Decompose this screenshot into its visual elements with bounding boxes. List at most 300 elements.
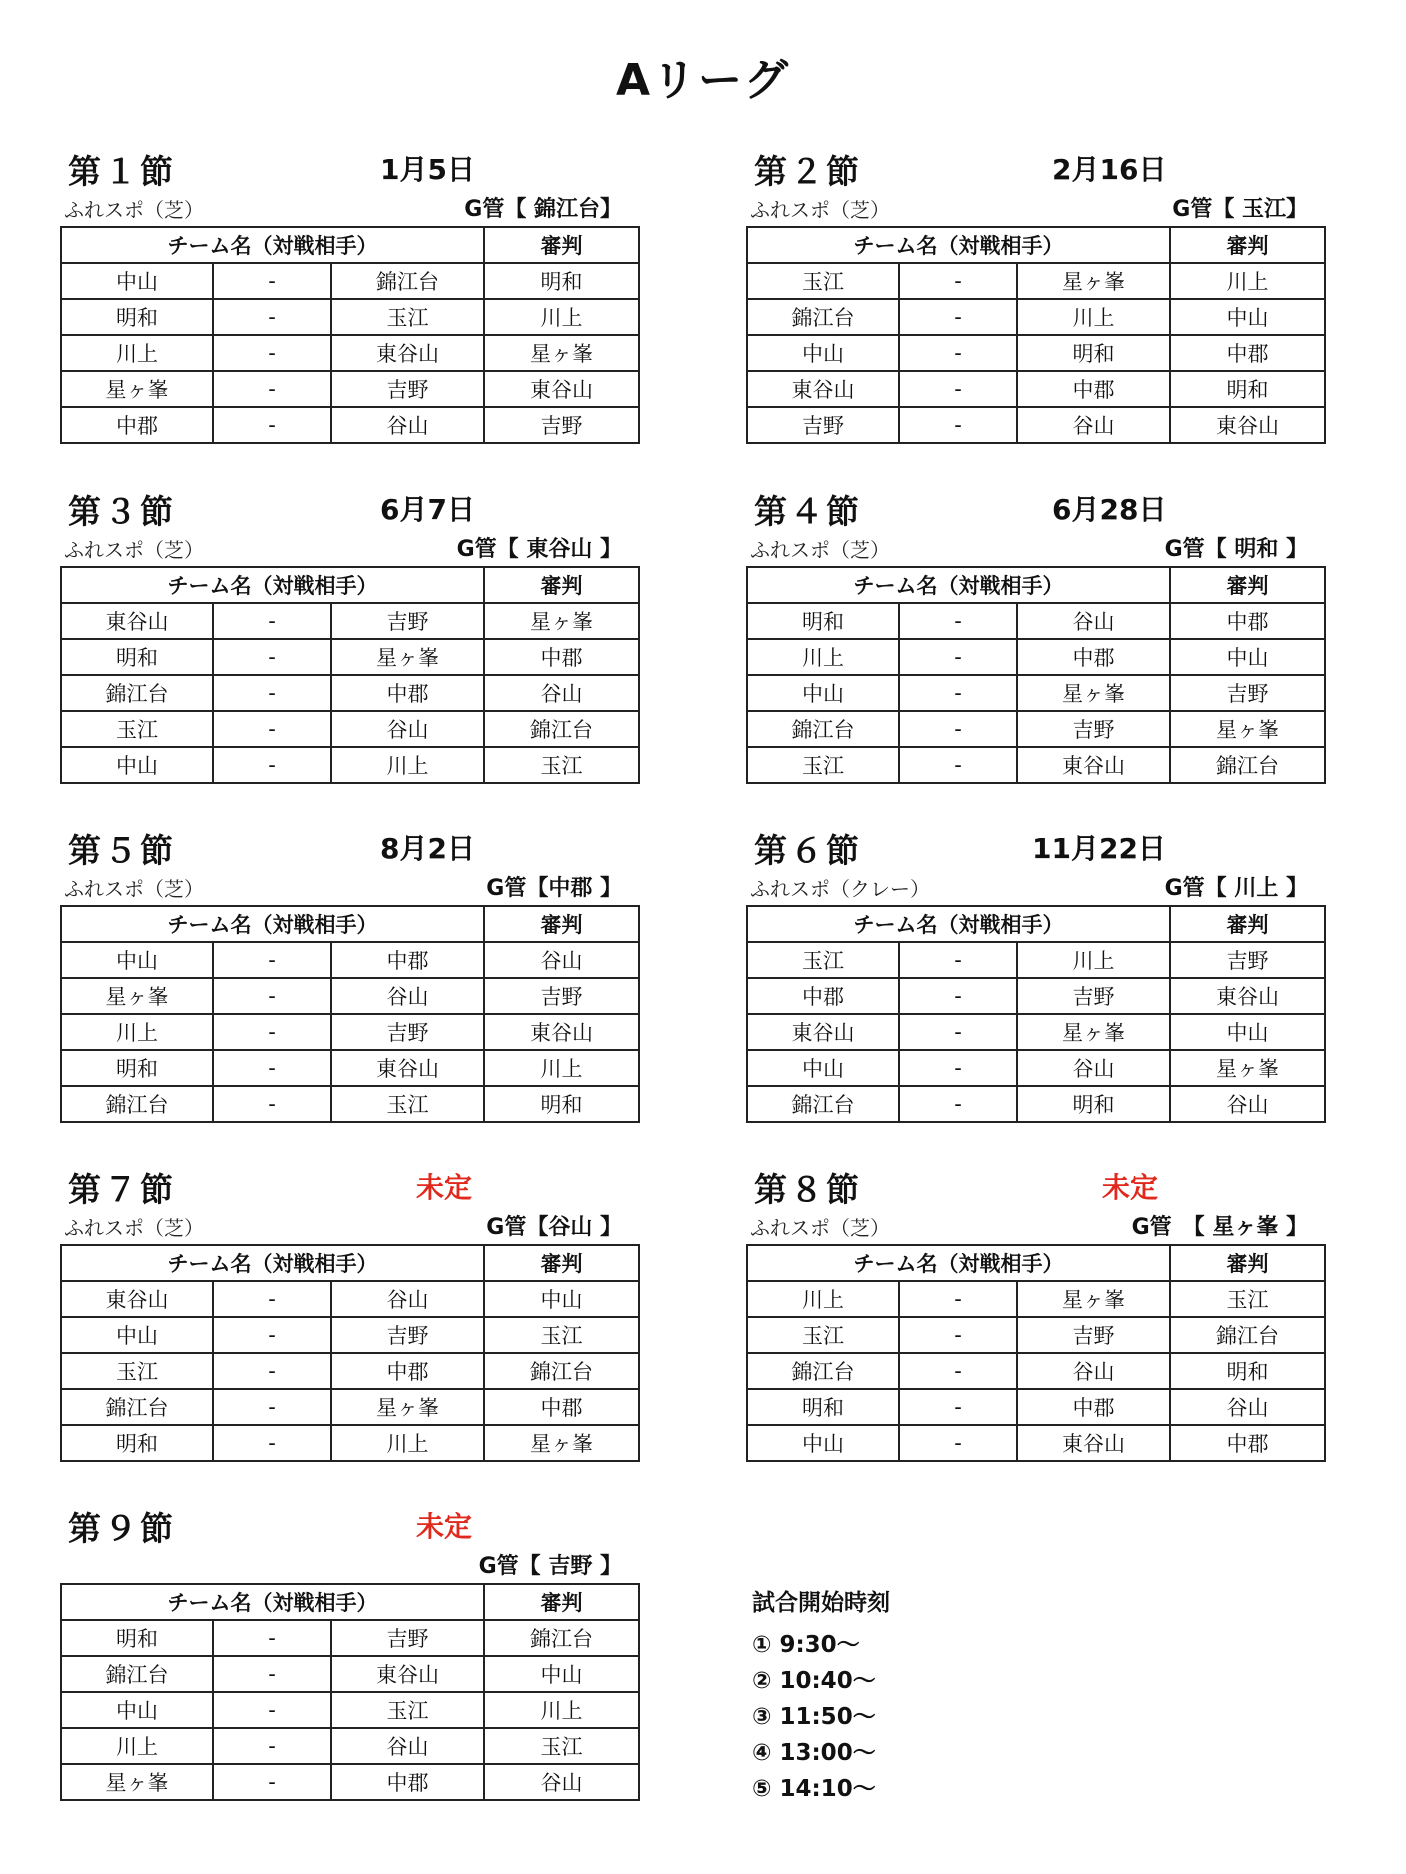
referee-team: 中山 <box>1170 1014 1325 1050</box>
header-team: チーム名（対戦相手） <box>747 227 1170 263</box>
versus-dash: - <box>213 1281 331 1317</box>
section-5 <box>60 825 640 1155</box>
referee-team: 玉江 <box>484 747 639 783</box>
referee-team: 吉野 <box>1170 675 1325 711</box>
home-team: 錦江台 <box>747 299 899 335</box>
referee-team: 星ヶ峯 <box>1170 711 1325 747</box>
ground-manager: G管【谷山 】 <box>486 1215 622 1240</box>
ground-manager: G管 【 星ヶ峯 】 <box>1131 1215 1308 1240</box>
venue: ふれスポ（芝） <box>64 1216 204 1240</box>
section-label: 第９節 <box>68 1509 176 1548</box>
section-label: 第５節 <box>68 831 176 870</box>
away-team: 東谷山 <box>331 335 484 371</box>
referee-team: 中山 <box>484 1281 639 1317</box>
away-team: 東谷山 <box>1017 747 1170 783</box>
header-referee: 審判 <box>1170 567 1325 603</box>
header-team: チーム名（対戦相手） <box>61 906 484 942</box>
referee-team: 川上 <box>484 299 639 335</box>
away-team: 星ヶ峯 <box>331 1389 484 1425</box>
start-time-item: ③ 11:50～ <box>752 1704 876 1730</box>
referee-team: 中山 <box>1170 639 1325 675</box>
schedule-table <box>60 1583 640 1801</box>
home-team: 中山 <box>747 1050 899 1086</box>
away-team: 谷山 <box>1017 1353 1170 1389</box>
table-row <box>747 299 1325 335</box>
table-header-row <box>61 227 639 263</box>
away-team: 東谷山 <box>331 1656 484 1692</box>
referee-team: 谷山 <box>1170 1389 1325 1425</box>
away-team: 中郡 <box>331 942 484 978</box>
section-4 <box>746 486 1326 816</box>
referee-team: 玉江 <box>1170 1281 1325 1317</box>
table-row <box>747 978 1325 1014</box>
home-team: 東谷山 <box>61 603 213 639</box>
versus-dash: - <box>899 335 1017 371</box>
start-time-item: ④ 13:00～ <box>752 1740 876 1766</box>
section-1 <box>60 146 640 476</box>
versus-dash: - <box>213 335 331 371</box>
home-team: 中郡 <box>747 978 899 1014</box>
versus-dash: - <box>899 603 1017 639</box>
schedule-table <box>746 566 1326 784</box>
versus-dash: - <box>213 371 331 407</box>
home-team: 中山 <box>747 335 899 371</box>
ground-manager: G管【中郡 】 <box>486 876 622 901</box>
versus-dash: - <box>899 711 1017 747</box>
table-row <box>61 1014 639 1050</box>
referee-team: 星ヶ峯 <box>484 603 639 639</box>
table-row <box>61 1728 639 1764</box>
versus-dash: - <box>213 1086 331 1122</box>
venue: ふれスポ（クレー） <box>750 877 930 901</box>
header-referee: 審判 <box>484 1245 639 1281</box>
start-time-item: ② 10:40～ <box>752 1668 876 1694</box>
table-header-row <box>747 567 1325 603</box>
table-row <box>747 942 1325 978</box>
section-date: 未定 <box>416 1510 473 1543</box>
table-header-row <box>61 567 639 603</box>
away-team: 谷山 <box>331 711 484 747</box>
table-header-row <box>747 906 1325 942</box>
referee-team: 谷山 <box>1170 1086 1325 1122</box>
table-row <box>61 299 639 335</box>
referee-team: 中山 <box>1170 299 1325 335</box>
section-label: 第３節 <box>68 492 176 531</box>
home-team: 星ヶ峯 <box>61 978 213 1014</box>
table-header-row <box>747 227 1325 263</box>
home-team: 錦江台 <box>61 1656 213 1692</box>
home-team: 中郡 <box>61 407 213 443</box>
versus-dash: - <box>899 747 1017 783</box>
table-row <box>61 407 639 443</box>
section-6 <box>746 825 1326 1155</box>
home-team: 玉江 <box>747 263 899 299</box>
referee-team: 中郡 <box>1170 603 1325 639</box>
table-row <box>61 942 639 978</box>
ground-manager: G管【 玉江】 <box>1172 197 1308 222</box>
referee-team: 東谷山 <box>484 371 639 407</box>
home-team: 吉野 <box>747 407 899 443</box>
versus-dash: - <box>213 978 331 1014</box>
schedule-table <box>60 905 640 1123</box>
referee-team: 中郡 <box>1170 1425 1325 1461</box>
away-team: 川上 <box>331 747 484 783</box>
table-row <box>747 747 1325 783</box>
referee-team: 川上 <box>484 1692 639 1728</box>
versus-dash: - <box>213 1014 331 1050</box>
start-time-item: ① 9:30～ <box>752 1632 860 1658</box>
referee-team: 明和 <box>1170 1353 1325 1389</box>
versus-dash: - <box>213 1317 331 1353</box>
home-team: 錦江台 <box>747 1353 899 1389</box>
home-team: 東谷山 <box>747 1014 899 1050</box>
header-referee: 審判 <box>1170 227 1325 263</box>
referee-team: 東谷山 <box>1170 407 1325 443</box>
versus-dash: - <box>213 1353 331 1389</box>
away-team: 川上 <box>1017 942 1170 978</box>
away-team: 吉野 <box>331 1317 484 1353</box>
home-team: 川上 <box>747 639 899 675</box>
header-referee: 審判 <box>484 906 639 942</box>
versus-dash: - <box>899 299 1017 335</box>
schedule-table <box>746 226 1326 444</box>
versus-dash: - <box>899 639 1017 675</box>
referee-team: 玉江 <box>484 1317 639 1353</box>
away-team: 東谷山 <box>1017 1425 1170 1461</box>
referee-team: 錦江台 <box>484 711 639 747</box>
referee-team: 谷山 <box>484 1764 639 1800</box>
home-team: 中山 <box>61 747 213 783</box>
away-team: 谷山 <box>1017 1050 1170 1086</box>
table-header-row <box>61 1584 639 1620</box>
section-3 <box>60 486 640 816</box>
table-row <box>747 1389 1325 1425</box>
versus-dash: - <box>213 942 331 978</box>
start-times <box>752 1584 890 1807</box>
referee-team: 明和 <box>484 1086 639 1122</box>
home-team: 川上 <box>61 335 213 371</box>
away-team: 東谷山 <box>331 1050 484 1086</box>
table-row <box>747 603 1325 639</box>
table-row <box>61 263 639 299</box>
away-team: 中郡 <box>1017 639 1170 675</box>
versus-dash: - <box>899 942 1017 978</box>
home-team: 中山 <box>61 1317 213 1353</box>
away-team: 中郡 <box>331 1764 484 1800</box>
away-team: 谷山 <box>1017 407 1170 443</box>
table-row <box>747 1425 1325 1461</box>
away-team: 川上 <box>1017 299 1170 335</box>
home-team: 東谷山 <box>747 371 899 407</box>
header-team: チーム名（対戦相手） <box>61 1584 484 1620</box>
home-team: 中山 <box>747 1425 899 1461</box>
versus-dash: - <box>213 299 331 335</box>
versus-dash: - <box>899 1014 1017 1050</box>
section-label: 第７節 <box>68 1170 176 1209</box>
referee-team: 明和 <box>484 263 639 299</box>
table-row <box>61 1620 639 1656</box>
away-team: 吉野 <box>331 371 484 407</box>
referee-team: 錦江台 <box>484 1353 639 1389</box>
header-referee: 審判 <box>484 227 639 263</box>
versus-dash: - <box>899 407 1017 443</box>
referee-team: 吉野 <box>1170 942 1325 978</box>
section-label: 第６節 <box>754 831 862 870</box>
referee-team: 星ヶ峯 <box>484 335 639 371</box>
referee-team: 中郡 <box>1170 335 1325 371</box>
table-header-row <box>61 1245 639 1281</box>
header-team: チーム名（対戦相手） <box>747 1245 1170 1281</box>
table-row <box>61 1317 639 1353</box>
section-7 <box>60 1164 640 1494</box>
table-row <box>61 371 639 407</box>
table-row <box>61 1050 639 1086</box>
table-row <box>747 711 1325 747</box>
table-row <box>61 1281 639 1317</box>
table-row <box>747 371 1325 407</box>
versus-dash: - <box>213 1692 331 1728</box>
venue: ふれスポ（芝） <box>64 877 204 901</box>
away-team: 谷山 <box>331 1728 484 1764</box>
versus-dash: - <box>213 1728 331 1764</box>
away-team: 吉野 <box>1017 1317 1170 1353</box>
home-team: 中山 <box>61 942 213 978</box>
table-row <box>747 675 1325 711</box>
ground-manager: G管【 錦江台】 <box>464 197 622 222</box>
away-team: 吉野 <box>1017 711 1170 747</box>
referee-team: 吉野 <box>484 407 639 443</box>
table-row <box>61 1389 639 1425</box>
header-referee: 審判 <box>1170 906 1325 942</box>
table-row <box>61 711 639 747</box>
away-team: 谷山 <box>331 978 484 1014</box>
table-row <box>747 1281 1325 1317</box>
section-9 <box>60 1503 640 1833</box>
table-row <box>61 335 639 371</box>
table-row <box>61 1353 639 1389</box>
home-team: 中山 <box>61 263 213 299</box>
header-team: チーム名（対戦相手） <box>747 906 1170 942</box>
schedule-table <box>60 566 640 784</box>
section-2 <box>746 146 1326 476</box>
versus-dash: - <box>213 1389 331 1425</box>
table-row <box>747 407 1325 443</box>
ground-manager: G管【 明和 】 <box>1164 537 1308 562</box>
away-team: 玉江 <box>331 299 484 335</box>
home-team: 明和 <box>61 299 213 335</box>
header-referee: 審判 <box>484 567 639 603</box>
venue: ふれスポ（芝） <box>64 198 204 222</box>
schedule-table <box>746 905 1326 1123</box>
versus-dash: - <box>213 407 331 443</box>
section-date: 6月7日 <box>380 493 475 526</box>
home-team: 玉江 <box>747 1317 899 1353</box>
referee-team: 中郡 <box>484 639 639 675</box>
home-team: 錦江台 <box>747 711 899 747</box>
away-team: 中郡 <box>331 675 484 711</box>
home-team: 明和 <box>61 1050 213 1086</box>
table-header-row <box>747 1245 1325 1281</box>
ground-manager: G管【 川上 】 <box>1164 876 1308 901</box>
away-team: 吉野 <box>331 1014 484 1050</box>
away-team: 吉野 <box>331 603 484 639</box>
home-team: 玉江 <box>747 747 899 783</box>
versus-dash: - <box>899 978 1017 1014</box>
away-team: 錦江台 <box>331 263 484 299</box>
page-title: Aリーグ <box>615 55 791 106</box>
referee-team: 星ヶ峯 <box>1170 1050 1325 1086</box>
home-team: 錦江台 <box>61 675 213 711</box>
referee-team: 川上 <box>484 1050 639 1086</box>
home-team: 明和 <box>747 1389 899 1425</box>
home-team: 星ヶ峯 <box>61 371 213 407</box>
table-row <box>747 639 1325 675</box>
home-team: 川上 <box>61 1014 213 1050</box>
home-team: 錦江台 <box>747 1086 899 1122</box>
section-label: 第２節 <box>754 152 862 191</box>
versus-dash: - <box>213 639 331 675</box>
versus-dash: - <box>213 1050 331 1086</box>
home-team: 錦江台 <box>61 1086 213 1122</box>
versus-dash: - <box>213 1764 331 1800</box>
table-row <box>747 335 1325 371</box>
away-team: 星ヶ峯 <box>1017 675 1170 711</box>
versus-dash: - <box>899 1425 1017 1461</box>
table-row <box>747 1317 1325 1353</box>
home-team: 明和 <box>61 1620 213 1656</box>
section-date: 1月5日 <box>380 153 475 186</box>
versus-dash: - <box>213 1620 331 1656</box>
away-team: 中郡 <box>331 1353 484 1389</box>
versus-dash: - <box>213 603 331 639</box>
start-time-item: ⑤ 14:10～ <box>752 1776 876 1802</box>
table-row <box>747 263 1325 299</box>
referee-team: 川上 <box>1170 263 1325 299</box>
section-label: 第４節 <box>754 492 862 531</box>
header-team: チーム名（対戦相手） <box>747 567 1170 603</box>
table-row <box>747 1353 1325 1389</box>
section-label: 第１節 <box>68 152 176 191</box>
versus-dash: - <box>899 263 1017 299</box>
table-row <box>61 1086 639 1122</box>
referee-team: 中山 <box>484 1656 639 1692</box>
header-referee: 審判 <box>484 1584 639 1620</box>
away-team: 明和 <box>1017 1086 1170 1122</box>
table-row <box>61 1692 639 1728</box>
section-date: 2月16日 <box>1052 153 1167 186</box>
referee-team: 東谷山 <box>484 1014 639 1050</box>
table-row <box>61 1425 639 1461</box>
versus-dash: - <box>213 747 331 783</box>
table-row <box>61 978 639 1014</box>
referee-team: 吉野 <box>484 978 639 1014</box>
home-team: 明和 <box>61 1425 213 1461</box>
referee-team: 玉江 <box>484 1728 639 1764</box>
versus-dash: - <box>899 1389 1017 1425</box>
away-team: 中郡 <box>1017 1389 1170 1425</box>
versus-dash: - <box>899 371 1017 407</box>
section-date: 6月28日 <box>1052 493 1167 526</box>
venue: ふれスポ（芝） <box>750 198 890 222</box>
home-team: 明和 <box>61 639 213 675</box>
section-label: 第８節 <box>754 1170 862 1209</box>
home-team: 錦江台 <box>61 1389 213 1425</box>
schedule-table <box>746 1244 1326 1462</box>
ground-manager: G管【 吉野 】 <box>478 1554 622 1579</box>
schedule-table <box>60 226 640 444</box>
section-date: 未定 <box>416 1171 473 1204</box>
section-8 <box>746 1164 1326 1494</box>
referee-team: 中郡 <box>484 1389 639 1425</box>
referee-team: 星ヶ峯 <box>484 1425 639 1461</box>
home-team: 東谷山 <box>61 1281 213 1317</box>
table-row <box>61 1764 639 1800</box>
home-team: 中山 <box>61 1692 213 1728</box>
away-team: 谷山 <box>331 407 484 443</box>
away-team: 谷山 <box>331 1281 484 1317</box>
header-team: チーム名（対戦相手） <box>61 567 484 603</box>
away-team: 星ヶ峯 <box>1017 263 1170 299</box>
away-team: 川上 <box>331 1425 484 1461</box>
away-team: 星ヶ峯 <box>331 639 484 675</box>
versus-dash: - <box>213 263 331 299</box>
table-row <box>61 1656 639 1692</box>
table-row <box>61 675 639 711</box>
table-row <box>747 1050 1325 1086</box>
referee-team: 東谷山 <box>1170 978 1325 1014</box>
section-date: 8月2日 <box>380 832 475 865</box>
home-team: 川上 <box>747 1281 899 1317</box>
home-team: 明和 <box>747 603 899 639</box>
away-team: 谷山 <box>1017 603 1170 639</box>
away-team: 星ヶ峯 <box>1017 1014 1170 1050</box>
section-date: 未定 <box>1102 1171 1159 1204</box>
venue: ふれスポ（芝） <box>64 538 204 562</box>
home-team: 玉江 <box>747 942 899 978</box>
table-row <box>747 1086 1325 1122</box>
start-times-title: 試合開始時刻 <box>752 1590 890 1616</box>
referee-team: 明和 <box>1170 371 1325 407</box>
table-row <box>61 639 639 675</box>
versus-dash: - <box>213 1656 331 1692</box>
away-team: 中郡 <box>1017 371 1170 407</box>
header-referee: 審判 <box>1170 1245 1325 1281</box>
versus-dash: - <box>899 1281 1017 1317</box>
versus-dash: - <box>899 1050 1017 1086</box>
home-team: 中山 <box>747 675 899 711</box>
ground-manager: G管【 東谷山 】 <box>456 537 622 562</box>
away-team: 玉江 <box>331 1086 484 1122</box>
away-team: 吉野 <box>331 1620 484 1656</box>
versus-dash: - <box>899 1317 1017 1353</box>
away-team: 明和 <box>1017 335 1170 371</box>
home-team: 玉江 <box>61 711 213 747</box>
table-row <box>61 747 639 783</box>
venue: ふれスポ（芝） <box>750 538 890 562</box>
referee-team: 錦江台 <box>484 1620 639 1656</box>
versus-dash: - <box>899 675 1017 711</box>
versus-dash: - <box>213 675 331 711</box>
away-team: 玉江 <box>331 1692 484 1728</box>
versus-dash: - <box>213 1425 331 1461</box>
schedule-table <box>60 1244 640 1462</box>
home-team: 星ヶ峯 <box>61 1764 213 1800</box>
referee-team: 錦江台 <box>1170 1317 1325 1353</box>
table-header-row <box>61 906 639 942</box>
table-row <box>61 603 639 639</box>
venue: ふれスポ（芝） <box>750 1216 890 1240</box>
versus-dash: - <box>899 1353 1017 1389</box>
